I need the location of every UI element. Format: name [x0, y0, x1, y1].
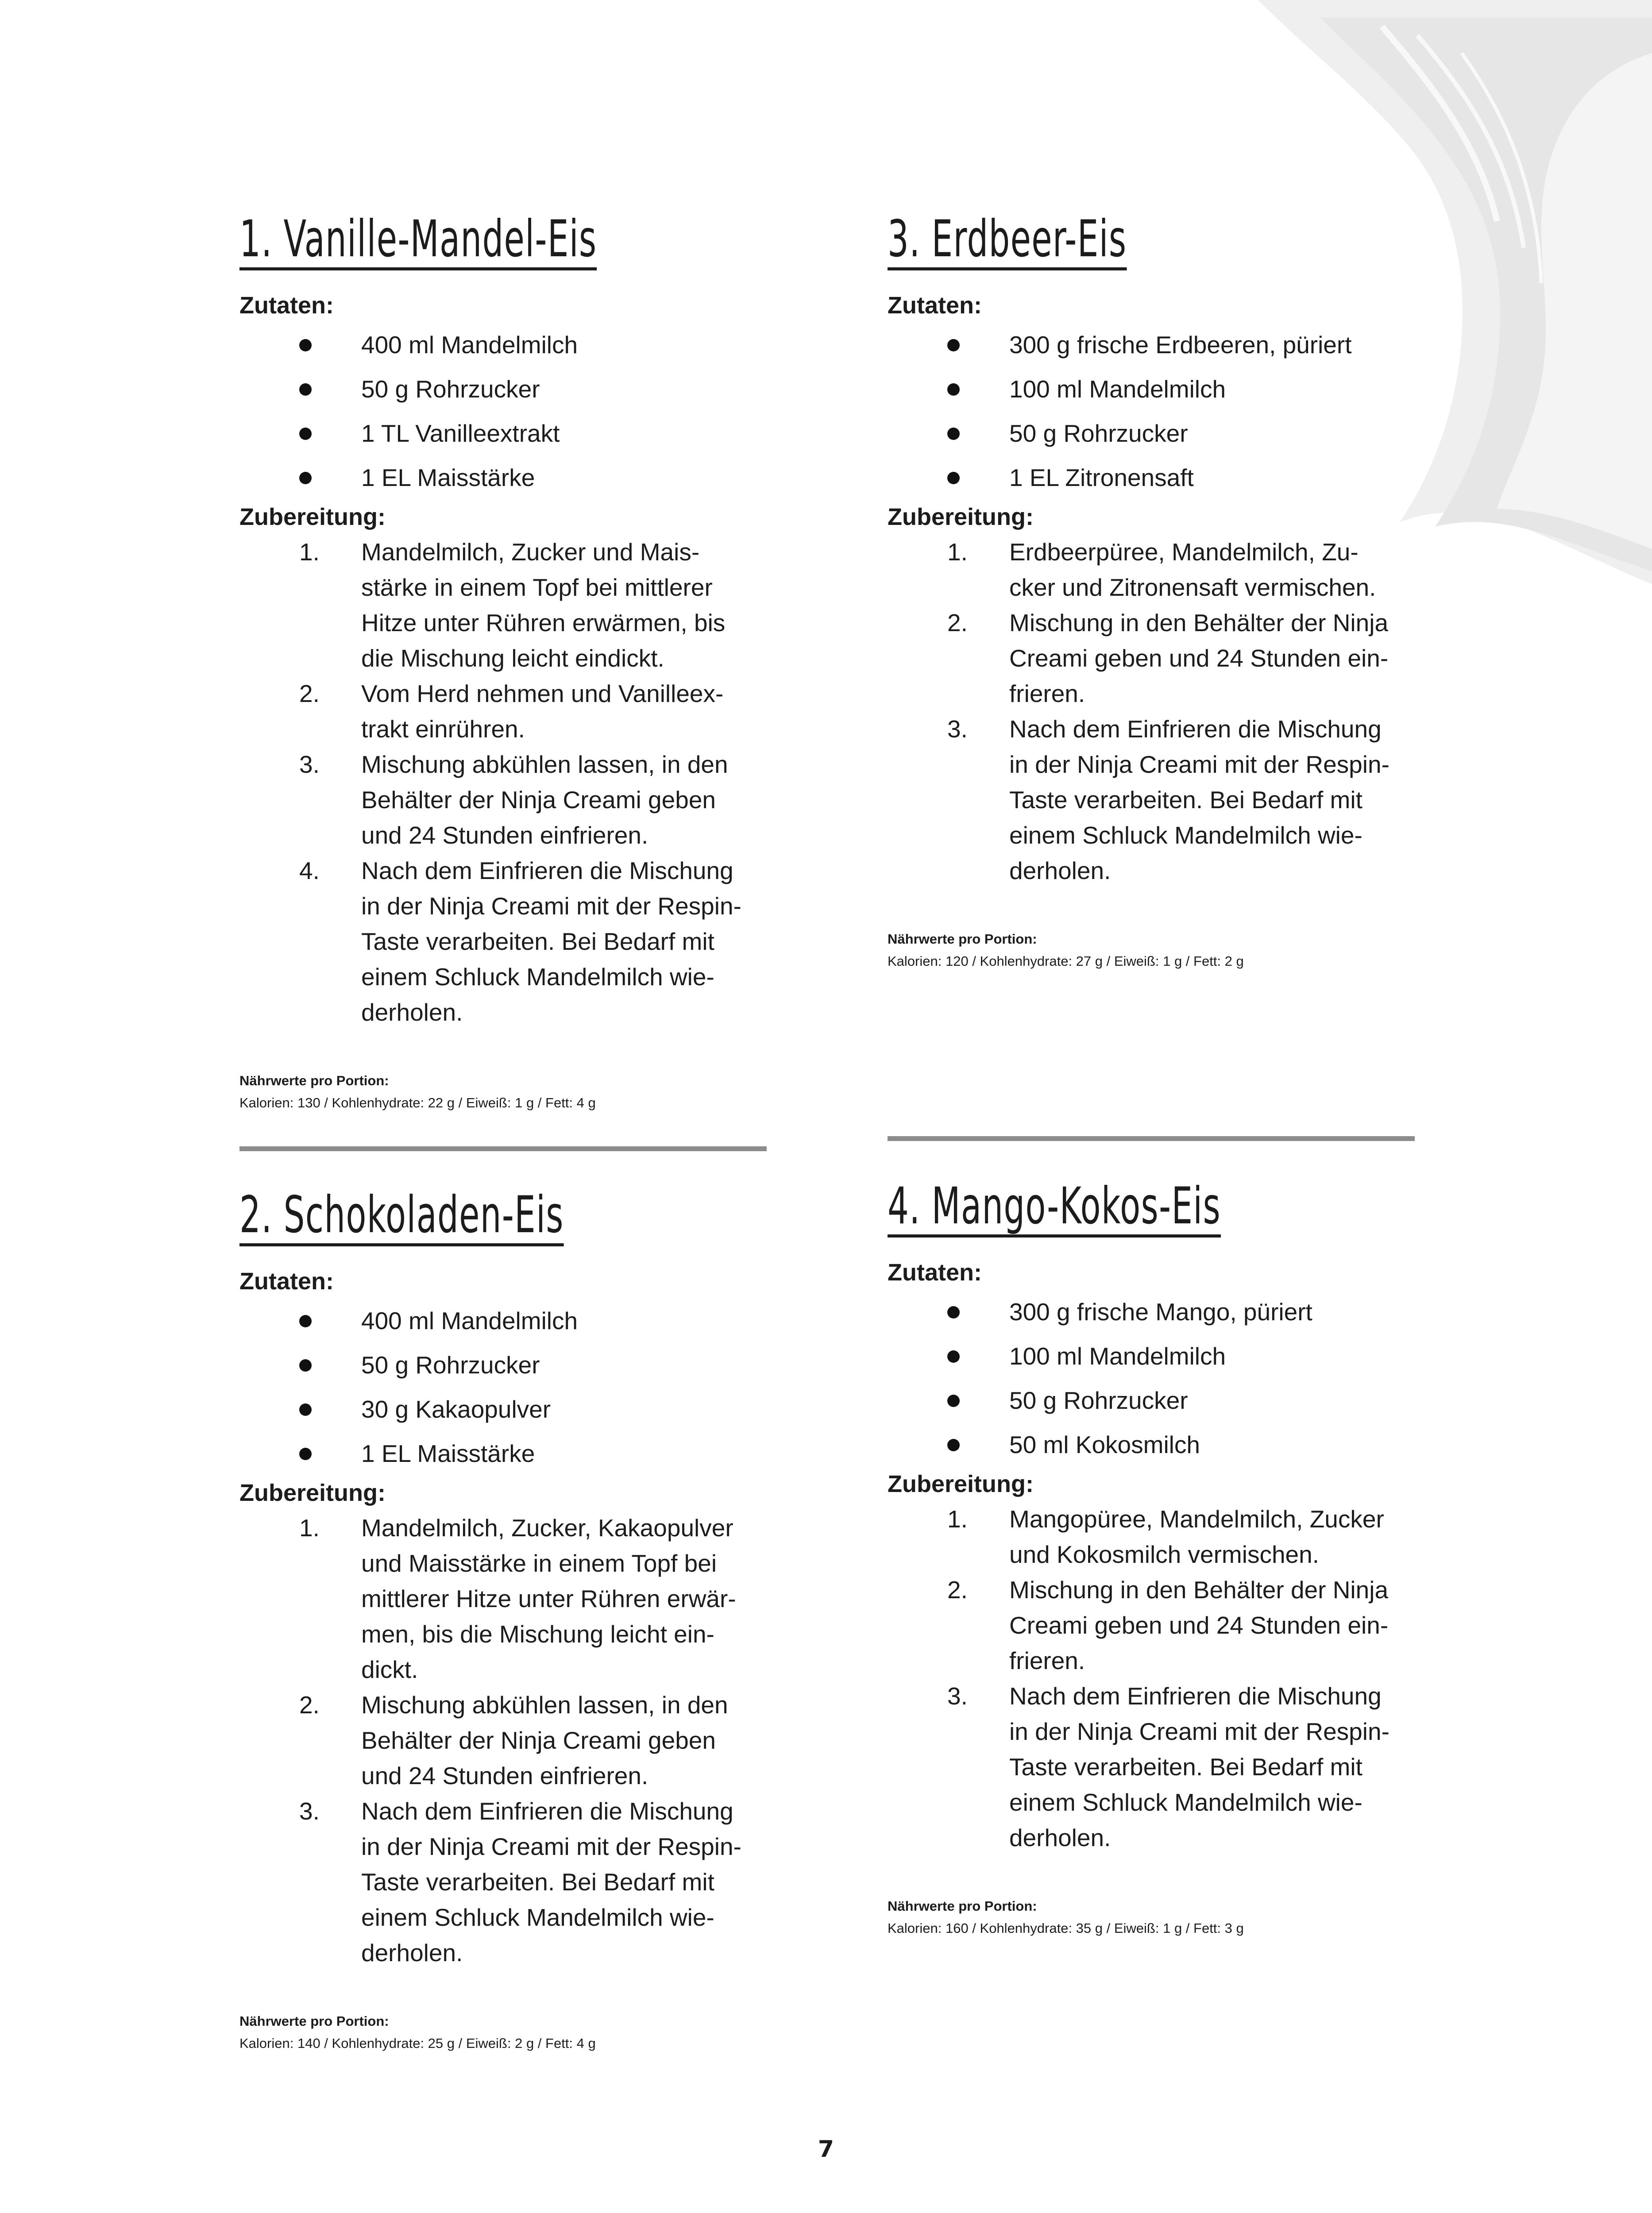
step-item: 3. Nach dem Einfrieren die Mischung in der Ninja Creami mit der Respin- Taste verarbeiten. Bei Bedarf mit einem Schluck Mandelmilch wie- derholen. [299, 1797, 741, 1966]
ingredients-list [239, 323, 788, 500]
ingredients-heading: Zutaten: [239, 292, 334, 319]
nutrition-label: Nährwerte pro Portion: [888, 1898, 1037, 1914]
nutrition-info [888, 1895, 1436, 1939]
nutrition-label: Nährwerte pro Portion: [888, 931, 1037, 947]
section-divider [239, 1146, 767, 1151]
bullet-icon [299, 472, 312, 484]
step-item: 1. Mangopüree, Mandelmilch, Zucker und Kokosmilch vermischen. [947, 1505, 1384, 1568]
step-item: 1. Erdbeerpüree, Mandelmilch, Zu- cker und Zitronensaft vermischen. [947, 538, 1376, 601]
bullet-icon [947, 1350, 960, 1363]
nutrition-info [888, 928, 1436, 972]
ingredient-item: 1 EL Maisstärke [239, 1431, 788, 1476]
bullet-icon [947, 428, 960, 440]
ingredient-item: 1 TL Vanilleextrakt [239, 411, 788, 455]
ingredient-item: 50 g Rohrzucker [888, 411, 1436, 455]
step-item: 1. Mandelmilch, Zucker und Mais- stärke in einem Topf bei mittlerer Hitze unter Rühren erwärmen, bis die Mischung leicht eindickt. [299, 538, 726, 672]
nutrition-values: Kalorien: 120 / Kohlenhydrate: 27 g / Eiweiß: 1 g / Fett: 2 g [888, 953, 1244, 969]
nutrition-values: Kalorien: 160 / Kohlenhydrate: 35 g / Eiweiß: 1 g / Fett: 3 g [888, 1920, 1244, 1936]
nutrition-info [239, 2010, 788, 2055]
ingredient-item: 100 ml Mandelmilch [888, 1334, 1436, 1378]
nutrition-label: Nährwerte pro Portion: [239, 2013, 389, 2029]
ingredient-item: 50 g Rohrzucker [239, 1343, 788, 1387]
ingredients-list [888, 323, 1436, 500]
recipe-title: 4. Mango-Kokos-Eis [888, 1180, 1221, 1238]
bullet-icon [299, 383, 312, 396]
nutrition-values: Kalorien: 140 / Kohlenhydrate: 25 g / Eiweiß: 2 g / Fett: 4 g [239, 2035, 596, 2051]
step-item: 3. Nach dem Einfrieren die Mischung in der Ninja Creami mit der Respin- Taste verarbeiten. Bei Bedarf mit einem Schluck Mandelmilch wie- derholen. [947, 1682, 1390, 1851]
ingredient-item: 50 g Rohrzucker [888, 1378, 1436, 1423]
ingredient-item: 400 ml Mandelmilch [239, 323, 788, 367]
preparation-heading: Zubereitung: [888, 1470, 1034, 1497]
step-item: 2. Mischung abkühlen lassen, in den Behälter der Ninja Creami geben und 24 Stunden einfrieren. [299, 1691, 728, 1789]
steps-list [888, 1501, 1436, 1855]
recipe-title: 1. Vanille-Mandel-Eis [239, 212, 597, 270]
ingredient-item: 100 ml Mandelmilch [888, 367, 1436, 411]
preparation-heading: Zubereitung: [239, 503, 386, 530]
bullet-icon [947, 1395, 960, 1407]
ingredient-item: 30 g Kakaopulver [239, 1387, 788, 1431]
bullet-icon [299, 1403, 312, 1416]
step-item: 2. Mischung in den Behälter der Ninja Creami geben und 24 Stunden ein- frieren. [947, 609, 1389, 707]
recipe-vanille-mandel-eis [239, 209, 788, 1114]
bullet-icon [299, 1315, 312, 1327]
ingredients-heading: Zutaten: [888, 292, 982, 319]
bullet-icon [947, 472, 960, 484]
step-item: 4. Nach dem Einfrieren die Mischung in der Ninja Creami mit der Respin- Taste verarbeiten. Bei Bedarf mit einem Schluck Mandelmilch wie- derholen. [299, 856, 741, 1026]
recipe-mango-kokos-eis [888, 1176, 1436, 1939]
preparation-heading: Zubereitung: [239, 1479, 386, 1506]
nutrition-values: Kalorien: 130 / Kohlenhydrate: 22 g / Eiweiß: 1 g / Fett: 4 g [239, 1095, 596, 1110]
bullet-icon [947, 1306, 960, 1319]
ingredients-list [239, 1299, 788, 1476]
step-item: 2. Vom Herd nehmen und Vanilleex- trakt einrühren. [299, 679, 724, 743]
recipe-erdbeer-eis [888, 209, 1436, 972]
nutrition-info [239, 1070, 788, 1114]
step-item: 2. Mischung in den Behälter der Ninja Creami geben und 24 Stunden ein- frieren. [947, 1576, 1389, 1674]
step-item: 3. Nach dem Einfrieren die Mischung in der Ninja Creami mit der Respin- Taste verarbeiten. Bei Bedarf mit einem Schluck Mandelmilch wie- derholen. [947, 715, 1390, 884]
section-divider [888, 1136, 1415, 1141]
ingredient-item: 50 ml Kokosmilch [888, 1423, 1436, 1467]
ingredient-item: 400 ml Mandelmilch [239, 1299, 788, 1343]
steps-list [239, 534, 788, 1030]
ingredients-heading: Zutaten: [239, 1268, 334, 1295]
step-item: 1. Mandelmilch, Zucker, Kakaopulver und Maisstärke in einem Topf bei mittlerer Hitze unter Rühren erwär- men, bis die Mischung leicht ein- dickt. [299, 1514, 736, 1683]
bullet-icon [299, 1448, 312, 1460]
bullet-icon [299, 339, 312, 351]
bullet-icon [299, 428, 312, 440]
ingredient-item: 1 EL Zitronensaft [888, 455, 1436, 500]
ingredients-heading: Zutaten: [888, 1259, 982, 1286]
steps-list [888, 534, 1436, 888]
step-item: 3. Mischung abkühlen lassen, in den Behälter der Ninja Creami geben und 24 Stunden einfrieren. [299, 750, 728, 849]
bullet-icon [947, 1439, 960, 1451]
bullet-icon [947, 383, 960, 396]
preparation-heading: Zubereitung: [888, 503, 1034, 530]
nutrition-label: Nährwerte pro Portion: [239, 1072, 389, 1088]
ingredient-item: 300 g frische Erdbeeren, püriert [888, 323, 1436, 367]
bullet-icon [299, 1359, 312, 1372]
ingredients-list [888, 1290, 1436, 1467]
ingredient-item: 300 g frische Mango, püriert [888, 1290, 1436, 1334]
page-number: 7 [818, 2136, 834, 2163]
ingredient-item: 50 g Rohrzucker [239, 367, 788, 411]
recipe-schokoladen-eis [239, 1185, 788, 2055]
recipe-title: 3. Erdbeer-Eis [888, 212, 1127, 270]
ingredient-item: 1 EL Maisstärke [239, 455, 788, 500]
bullet-icon [947, 339, 960, 351]
recipe-title: 2. Schokoladen-Eis [239, 1188, 564, 1246]
steps-list [239, 1510, 788, 1970]
